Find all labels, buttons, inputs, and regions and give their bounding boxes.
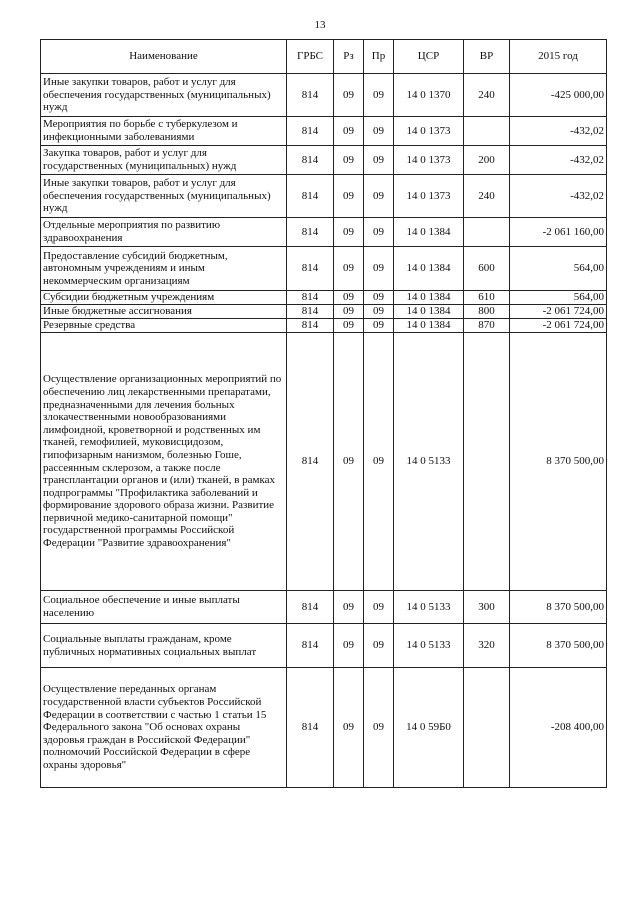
row-amount: -432,02 <box>510 146 607 175</box>
row-name: Социальное обеспечение и иные выплаты населению <box>41 591 287 624</box>
row-rz: 09 <box>334 117 364 146</box>
row-vr <box>464 668 510 788</box>
row-vr: 800 <box>464 305 510 319</box>
row-rz: 09 <box>334 319 364 333</box>
row-grbs: 814 <box>287 305 334 319</box>
row-pr: 09 <box>364 175 394 218</box>
row-csr: 14 0 5133 <box>394 591 464 624</box>
row-amount: -2 061 160,00 <box>510 218 607 247</box>
row-vr: 200 <box>464 146 510 175</box>
header-name: Наименование <box>41 40 287 74</box>
row-rz: 09 <box>334 668 364 788</box>
row-grbs: 814 <box>287 624 334 668</box>
page-number: 13 <box>314 19 326 31</box>
row-vr: 320 <box>464 624 510 668</box>
row-pr: 09 <box>364 624 394 668</box>
header-rz: Рз <box>334 40 364 74</box>
row-vr <box>464 333 510 591</box>
row-vr <box>464 218 510 247</box>
row-csr: 14 0 59Б0 <box>394 668 464 788</box>
row-name: Иные закупки товаров, работ и услуг для обеспечения государственных (муниципальных) нужд <box>41 175 287 218</box>
row-vr <box>464 117 510 146</box>
table-row <box>41 146 607 175</box>
row-name: Иные бюджетные ассигнования <box>41 305 287 319</box>
header-vr: ВР <box>464 40 510 74</box>
budget-table <box>40 39 607 788</box>
row-csr: 14 0 5133 <box>394 333 464 591</box>
row-pr: 09 <box>364 319 394 333</box>
row-pr: 09 <box>364 146 394 175</box>
row-grbs: 814 <box>287 319 334 333</box>
row-name: Осуществление переданных органам государственной власти субъектов Российской Федерации в соответствии с частью 1 статьи 15 Федерального закона "Об основах охраны здоровья граждан в Российской Федерации" полномочий Российской Федерации в сфере охраны здоровья" <box>41 668 287 788</box>
table-row <box>41 668 607 788</box>
row-pr: 09 <box>364 668 394 788</box>
row-amount: -425 000,00 <box>510 74 607 117</box>
row-pr: 09 <box>364 247 394 291</box>
row-pr: 09 <box>364 291 394 305</box>
row-grbs: 814 <box>287 591 334 624</box>
table-row <box>41 247 607 291</box>
header-row <box>41 40 607 74</box>
row-pr: 09 <box>364 117 394 146</box>
table-row <box>41 591 607 624</box>
row-name: Социальные выплаты гражданам, кроме публичных нормативных социальных выплат <box>41 624 287 668</box>
row-grbs: 814 <box>287 247 334 291</box>
row-vr: 870 <box>464 319 510 333</box>
row-csr: 14 0 1384 <box>394 319 464 333</box>
row-pr: 09 <box>364 218 394 247</box>
table-row <box>41 175 607 218</box>
table-row <box>41 624 607 668</box>
row-rz: 09 <box>334 624 364 668</box>
row-amount: 564,00 <box>510 247 607 291</box>
row-name: Субсидии бюджетным учреждениям <box>41 291 287 305</box>
row-csr: 14 0 1373 <box>394 146 464 175</box>
row-amount: 8 370 500,00 <box>510 333 607 591</box>
header-pr: Пр <box>364 40 394 74</box>
row-name: Осуществление организационных мероприятий по обеспечению лиц лекарственными препаратами, предназначенными для лечения больных злокачественными новообразованиями лимфоидной, кроветворной и родственных им тканей, гемофилией, муковисцидозом, гипофизарным нанизмом, болезнью Гоше, рассеянным склерозом, а также после трансплантации органов и (или) тканей, в рамках подпрограммы "Профилактика заболеваний и формирование здорового образа жизни. Развитие первичной медико-санитарной помощи" государственной программы Российской Федерации "Развитие здравоохранения" <box>41 333 287 591</box>
row-vr: 610 <box>464 291 510 305</box>
row-amount: -208 400,00 <box>510 668 607 788</box>
table-row <box>41 291 607 305</box>
row-name: Мероприятия по борьбе с туберкулезом и инфекционными заболеваниями <box>41 117 287 146</box>
header-year: 2015 год <box>510 40 607 74</box>
row-grbs: 814 <box>287 333 334 591</box>
row-amount: 564,00 <box>510 291 607 305</box>
row-csr: 14 0 1370 <box>394 74 464 117</box>
row-rz: 09 <box>334 146 364 175</box>
row-name: Закупка товаров, работ и услуг для государственных (муниципальных) нужд <box>41 146 287 175</box>
row-grbs: 814 <box>287 218 334 247</box>
row-rz: 09 <box>334 74 364 117</box>
row-grbs: 814 <box>287 146 334 175</box>
row-name: Предоставление субсидий бюджетным, автономным учреждениям и иным некоммерческим организациям <box>41 247 287 291</box>
row-vr: 600 <box>464 247 510 291</box>
row-vr: 300 <box>464 591 510 624</box>
table-row <box>41 117 607 146</box>
row-amount: -2 061 724,00 <box>510 319 607 333</box>
row-rz: 09 <box>334 247 364 291</box>
table-row <box>41 74 607 117</box>
header-grbs: ГРБС <box>287 40 334 74</box>
row-name: Резервные средства <box>41 319 287 333</box>
row-amount: 8 370 500,00 <box>510 624 607 668</box>
row-vr: 240 <box>464 175 510 218</box>
row-pr: 09 <box>364 305 394 319</box>
row-amount: -432,02 <box>510 117 607 146</box>
row-rz: 09 <box>334 218 364 247</box>
row-rz: 09 <box>334 591 364 624</box>
row-amount: 8 370 500,00 <box>510 591 607 624</box>
row-grbs: 814 <box>287 74 334 117</box>
row-rz: 09 <box>334 333 364 591</box>
row-csr: 14 0 1384 <box>394 218 464 247</box>
row-grbs: 814 <box>287 291 334 305</box>
row-csr: 14 0 1384 <box>394 247 464 291</box>
row-csr: 14 0 1384 <box>394 305 464 319</box>
row-rz: 09 <box>334 291 364 305</box>
row-name: Иные закупки товаров, работ и услуг для обеспечения государственных (муниципальных) нужд <box>41 74 287 117</box>
row-vr: 240 <box>464 74 510 117</box>
row-name: Отдельные мероприятия по развитию здравоохранения <box>41 218 287 247</box>
row-rz: 09 <box>334 305 364 319</box>
header-csr: ЦСР <box>394 40 464 74</box>
row-pr: 09 <box>364 74 394 117</box>
row-grbs: 814 <box>287 668 334 788</box>
row-amount: -2 061 724,00 <box>510 305 607 319</box>
row-pr: 09 <box>364 591 394 624</box>
table-row <box>41 305 607 319</box>
row-rz: 09 <box>334 175 364 218</box>
row-pr: 09 <box>364 333 394 591</box>
table-row <box>41 319 607 333</box>
row-csr: 14 0 1373 <box>394 175 464 218</box>
table-row <box>41 218 607 247</box>
row-amount: -432,02 <box>510 175 607 218</box>
row-grbs: 814 <box>287 117 334 146</box>
row-csr: 14 0 5133 <box>394 624 464 668</box>
table-row <box>41 333 607 591</box>
row-csr: 14 0 1384 <box>394 291 464 305</box>
row-grbs: 814 <box>287 175 334 218</box>
row-csr: 14 0 1373 <box>394 117 464 146</box>
